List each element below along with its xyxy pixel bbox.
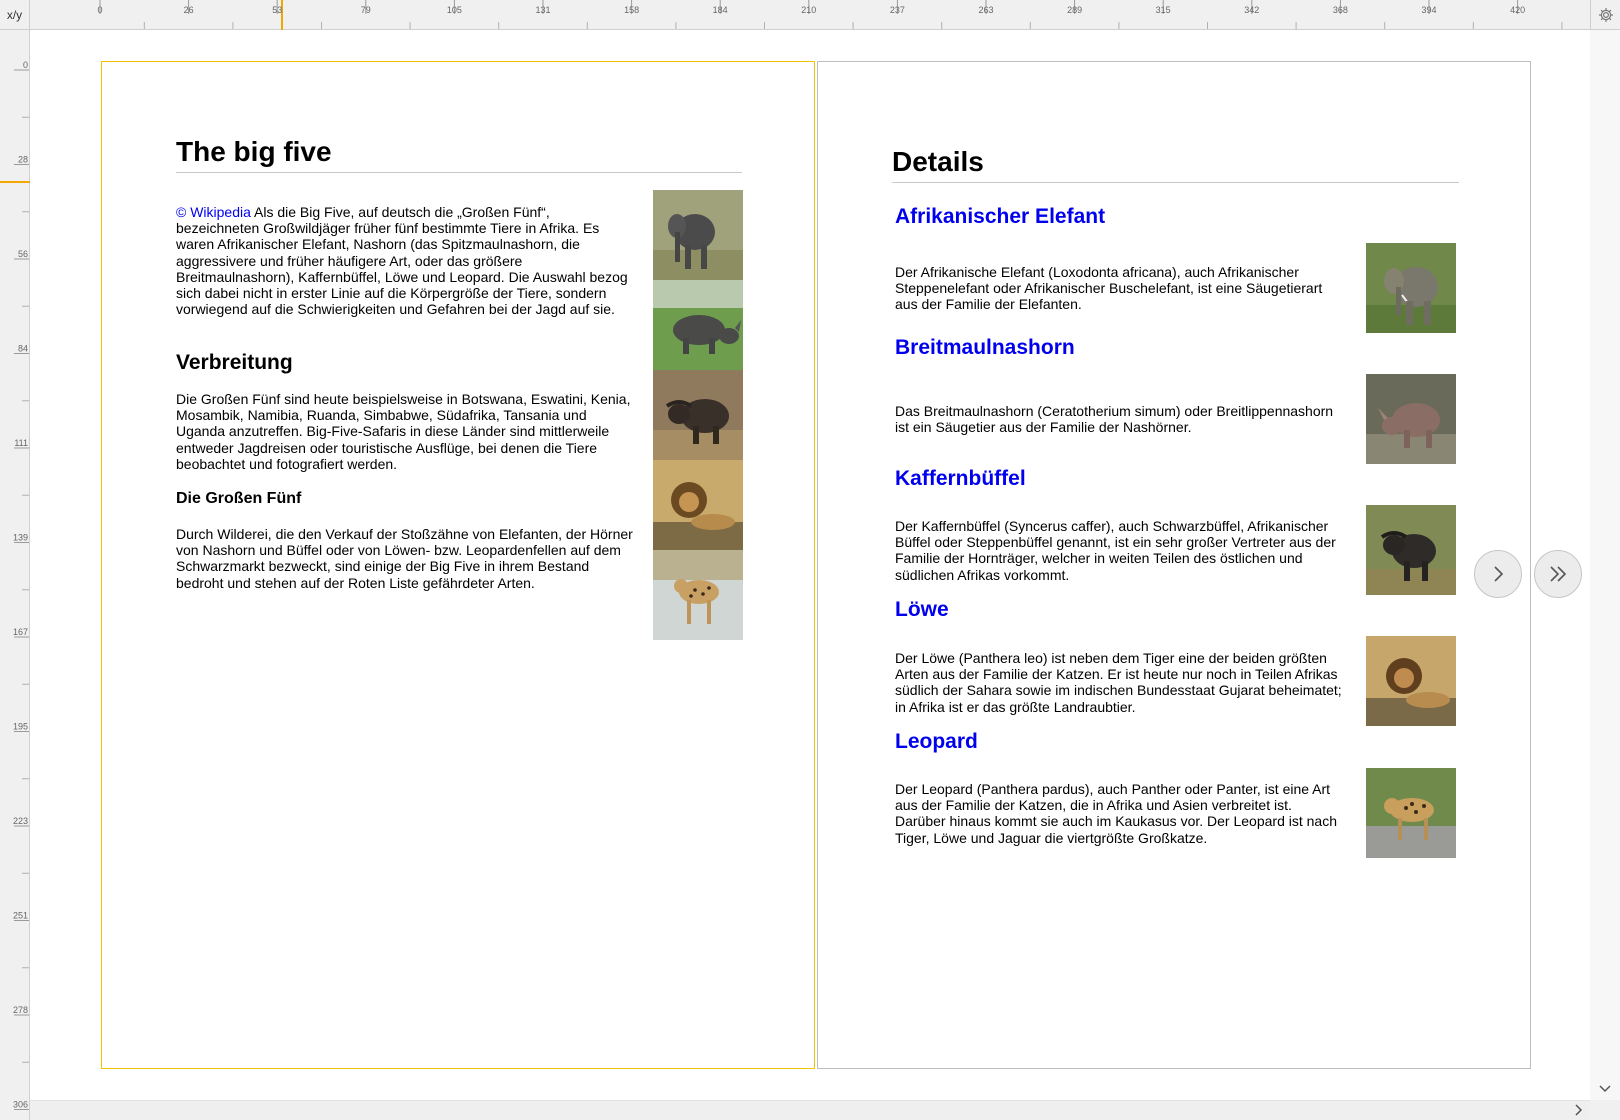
ruler-label: 158 — [624, 5, 640, 15]
scroll-right-icon[interactable] — [1570, 1102, 1586, 1118]
horizontal-scrollbar[interactable] — [30, 1100, 1590, 1120]
gear-icon — [1598, 7, 1614, 23]
ruler-label: 315 — [1155, 5, 1171, 15]
ruler-label: 105 — [446, 5, 462, 15]
lion-detail-photo — [1366, 636, 1456, 726]
animal-text-buffalo: Der Kaffernbüffel (Syncerus caffer), auch Schwarzbüffel, Afrikanischer Büffel oder Steppenbüffel genannt, ist ein sehr großer Vertreter aus der Familie der Hornträger, welcher in weiten Teilen des östlichen und südlichen Afrikas vorkommt. — [895, 518, 1336, 583]
animal-text-lion: Der Löwe (Panthera leo) ist neben dem Tiger eine der beiden größten Arten aus der Familie der Katzen. Er ist heute nur noch in Teilen Afrikas südlich der Sahara sowie im indischen Bundesstaat Gujarat beheimatet; in Afrika ist er das größte Landraubtier. — [895, 650, 1342, 715]
last-page-button[interactable] — [1534, 550, 1582, 598]
ruler-label: 84 — [17, 343, 28, 354]
ruler-label: 131 — [535, 5, 551, 15]
ruler-label: 139 — [12, 532, 28, 543]
chevron-right-icon — [1488, 564, 1508, 584]
wikipedia-link[interactable]: © Wikipedia — [176, 204, 251, 220]
ruler-corner — [0, 0, 30, 30]
ruler-label: 53 — [272, 5, 283, 15]
ruler-label: 368 — [1332, 5, 1348, 15]
intro-paragraph — [176, 204, 636, 317]
verbreitung-paragraph: Die Großen Fünf sind heute beispielsweise in Botswana, Eswatini, Kenia, Mosambik, Namibia, Ruanda, Simbabwe, Südafrika, Tansania und Uganda anzutreffen. Big-Five-Safaris in diese Länder sind mittlerweile entweder Jagdreisen oder touristische Ausflüge, bei denen die Tiere beobachtet und fotografiert werden. — [176, 391, 631, 472]
ruler-label: 184 — [712, 5, 728, 15]
animal-heading-buffalo[interactable]: Kaffernbüffel — [895, 467, 1026, 490]
ruler-label: 289 — [1067, 5, 1083, 15]
ruler-label: 26 — [183, 5, 194, 15]
animal-heading-leopard[interactable]: Leopard — [895, 730, 978, 753]
elephant-photo — [653, 190, 743, 280]
double-chevron-right-icon — [1546, 564, 1570, 584]
ruler-label: 0 — [97, 5, 103, 15]
ruler-label: 28 — [17, 154, 28, 165]
animal-heading-rhino[interactable]: Breitmaulnashorn — [895, 336, 1075, 359]
section-heading-grossen-fuenf: Die Großen Fünf — [176, 490, 302, 507]
vertical-scrollbar[interactable] — [1590, 30, 1620, 1100]
ruler-label: 420 — [1510, 5, 1526, 15]
horizontal-ruler-scale — [30, 0, 1590, 30]
ruler-label: 306 — [12, 1099, 28, 1110]
ruler-label: 0 — [22, 60, 28, 70]
horizontal-ruler — [30, 0, 1590, 30]
intro-text: Als die Big Five, auf deutsch die „Großen Fünf“, bezeichneten Großwildjäger früher fünf bestimmte Tiere in Afrika. Es waren Afrikanischer Elefant, Nashorn (das Spitzmaulnashorn, die aggressivere und früher häufigere Art, oder das größere Breitmaulnashorn), Kaffernbüffel, Löwe und Leopard. Die Auswahl bezog sich dabei nicht in erster Linie auf die Körpergröße der Tiere, sondern vorwiegend auf die Schwierigkeiten und Gefahren bei der Jagd auf sie. — [176, 204, 628, 318]
vertical-ruler — [0, 30, 30, 1120]
corner-label: x/y — [6, 7, 23, 22]
next-page-button[interactable] — [1474, 550, 1522, 598]
settings-button[interactable] — [1590, 0, 1620, 30]
animal-text-rhino: Das Breitmaulnashorn (Ceratotherium simum) oder Breitlippennashorn ist ein Säugetier aus der Familie der Nashörner. — [895, 403, 1334, 436]
ruler-label: 263 — [978, 5, 994, 15]
ruler-label: 56 — [17, 249, 28, 259]
ruler-label: 79 — [360, 5, 371, 15]
grossen-fuenf-paragraph: Durch Wilderei, die den Verkauf der Stoßzähne von Elefanten, der Hörner von Nashorn und Büffel oder von Löwen- bzw. Leopardenfellen auf dem Schwarzmarkt bezweckt, sind einige der Big Five in ihrem Bestand bedroht und stehen auf der Roten Liste gefährdeter Arten. — [176, 526, 633, 591]
elephant-detail-photo — [1366, 243, 1456, 333]
leopard-photo — [653, 550, 743, 640]
animal-text-elephant: Der Afrikanische Elefant (Loxodonta africana), auch Afrikanischer Steppenelefant oder Afrikanischer Buschelefant, ist eine Säugetierart aus der Familie der Elefanten. — [895, 264, 1323, 313]
leopard-detail-photo — [1366, 768, 1456, 858]
ruler-label: 278 — [12, 1005, 28, 1015]
rhino-photo — [653, 280, 743, 370]
buffalo-detail-photo — [1366, 505, 1456, 595]
vertical-ruler-scale — [0, 30, 30, 1120]
ruler-label: 342 — [1244, 5, 1260, 15]
ruler-label: 210 — [801, 5, 817, 15]
ruler-label: 251 — [12, 910, 28, 921]
ruler-label: 167 — [12, 627, 28, 637]
scroll-down-icon[interactable] — [1597, 1080, 1613, 1096]
animal-photo-strip — [653, 190, 743, 640]
buffalo-photo — [653, 370, 743, 460]
section-heading-verbreitung: Verbreitung — [176, 351, 293, 374]
rhino-detail-photo — [1366, 374, 1456, 464]
lion-photo — [653, 460, 743, 550]
ruler-label: 195 — [12, 721, 28, 732]
ruler-position-marker-vertical — [0, 181, 30, 183]
animal-heading-elephant[interactable]: Afrikanischer Elefant — [895, 205, 1106, 228]
left-page-title: The big five — [176, 134, 742, 173]
ruler-label: 237 — [889, 5, 905, 15]
ruler-label: 111 — [14, 438, 28, 448]
ruler-label: 223 — [12, 816, 28, 826]
animal-heading-lion[interactable]: Löwe — [895, 598, 949, 621]
animal-text-leopard: Der Leopard (Panthera pardus), auch Panther oder Panter, ist eine Art aus der Familie der Katzen, die in Afrika und Asien verbreitet ist. Darüber hinaus kommt sie auch im Kaukasus vor. Der Leopard ist nach Tiger, Löwe und Jaguar die viertgrößte Großkatze. — [895, 781, 1337, 846]
ruler-label: 394 — [1421, 5, 1437, 15]
right-page-title: Details — [892, 144, 1459, 183]
